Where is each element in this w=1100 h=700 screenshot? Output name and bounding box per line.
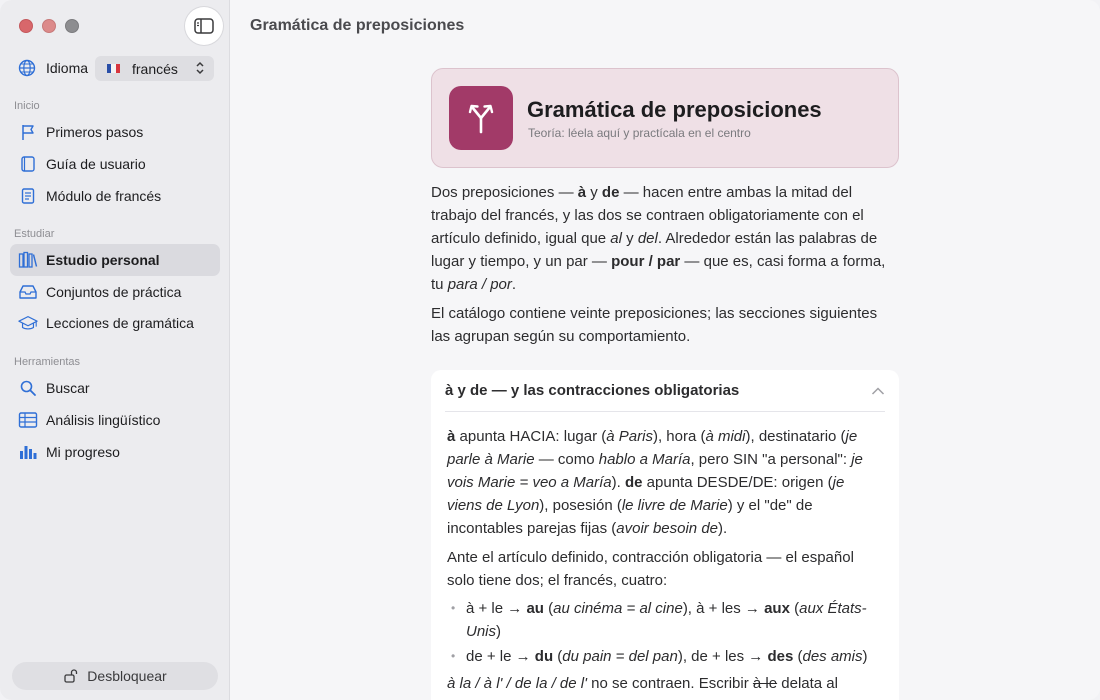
sidebar-item-lecciones-de-gramatica[interactable]	[10, 307, 220, 339]
section-paragraph: à apunta HACIA: lugar (à Paris), hora (à midi), destinatario (je parle à Marie — como hablo a María, pero SIN "a personal": je vois Marie = veo a María). de apunta DESDE/DE: origen (je viens de Lyon), posesión (le livre de Marie) y el "de" de incontables parejas fijas (avoir besoin de).	[447, 428, 863, 537]
sidebar-icon	[194, 18, 214, 34]
language-value: francés	[132, 60, 178, 77]
catalog-paragraph: El catálogo contiene veinte preposiciones; las secciones siguientes las agrupan según su comportamiento.	[431, 305, 878, 345]
sidebar-item-mi-progreso[interactable]	[10, 436, 220, 468]
hero-title: Gramática de preposiciones	[527, 97, 822, 122]
hero-banner	[431, 68, 899, 168]
chevron-up-down-icon	[195, 60, 205, 76]
sidebar-item-label: Mi progreso	[46, 444, 120, 460]
sidebar-item-label: Módulo de francés	[46, 188, 162, 204]
section-title: à y de — y las contracciones obligatorias	[445, 382, 740, 399]
unlock-label: Desbloquear	[87, 668, 167, 684]
book-icon	[19, 155, 37, 173]
table-icon	[18, 411, 38, 429]
list-item: • à + le → au (au cinéma = al cine), à + les → aux (aux États-Unis)	[447, 597, 883, 643]
section-paragraph: Ante el artículo definido, contracción obligatoria — el español solo tiene dos; el francés, cuatro:	[447, 549, 854, 589]
sidebar-item-guia-de-usuario[interactable]	[10, 148, 220, 180]
sidebar-item-label: Buscar	[46, 380, 90, 396]
article	[431, 68, 899, 700]
sidebar-item-primeros-pasos[interactable]	[10, 116, 220, 148]
language-row	[18, 56, 213, 80]
zoom-window-button[interactable]	[65, 19, 79, 33]
section-body	[445, 412, 885, 695]
globe-icon	[18, 59, 36, 77]
page-title: Gramática de preposiciones	[250, 17, 465, 34]
toggle-sidebar-button[interactable]	[185, 7, 223, 45]
unlock-icon	[63, 668, 79, 684]
sidebar-item-label: Lecciones de gramática	[46, 315, 194, 331]
section-label-inicio: Inicio	[14, 100, 40, 112]
unlock-button[interactable]	[12, 662, 218, 690]
graduation-cap-icon	[18, 314, 38, 332]
library-icon	[18, 251, 38, 269]
language-label: Idioma	[46, 60, 89, 76]
sidebar-item-estudio-personal[interactable]	[10, 244, 220, 276]
sidebar-item-label: Conjuntos de práctica	[46, 284, 182, 300]
bar-chart-icon	[18, 443, 38, 461]
section-card	[431, 370, 899, 700]
search-icon	[19, 379, 37, 397]
sidebar-item-label: Primeros pasos	[46, 124, 144, 140]
sidebar-item-conjuntos-de-practica[interactable]	[10, 276, 220, 308]
section-label-herramientas: Herramientas	[14, 356, 81, 368]
branch-arrows-icon	[449, 86, 513, 150]
sidebar	[0, 0, 230, 700]
sidebar-item-buscar[interactable]	[10, 372, 220, 404]
sidebar-item-modulo-de-frances[interactable]	[10, 180, 220, 212]
chevron-up-icon[interactable]	[871, 386, 885, 396]
close-window-button[interactable]	[19, 19, 33, 33]
list-item: • de + le → du (du pain = del pan), de + les → des (des amis)	[447, 645, 883, 668]
minimize-window-button[interactable]	[42, 19, 56, 33]
france-flag-icon	[107, 64, 120, 73]
main-content	[231, 0, 1100, 700]
document-icon	[19, 187, 37, 205]
window-controls	[19, 19, 79, 33]
contraction-list	[447, 597, 883, 668]
hero-subtitle: Teoría: léela aquí y practícala en el centro	[528, 126, 751, 140]
sidebar-item-label: Análisis lingüístico	[46, 412, 161, 428]
sidebar-item-analisis-linguistico[interactable]	[10, 404, 220, 436]
intro-paragraph: Dos preposiciones — à y de — hacen entre ambas la mitad del trabajo del francés, y las dos se contraen obligatoriamente con el artículo definido, igual que al y del. Alrededor están las palabras de lugar y tiempo, y un par — pour / par — que es, casi forma a forma, tu para / por.	[431, 184, 886, 293]
language-select[interactable]	[95, 56, 214, 81]
section-label-estudiar: Estudiar	[14, 228, 55, 240]
tray-icon	[18, 283, 38, 301]
sidebar-item-label: Estudio personal	[46, 252, 160, 268]
flag-icon	[19, 123, 37, 141]
section-paragraph: à la / à l' / de la / de l' no se contraen. Escribir à le delata al	[447, 675, 838, 692]
sidebar-item-label: Guía de usuario	[46, 156, 146, 172]
section-header[interactable]	[445, 370, 885, 412]
